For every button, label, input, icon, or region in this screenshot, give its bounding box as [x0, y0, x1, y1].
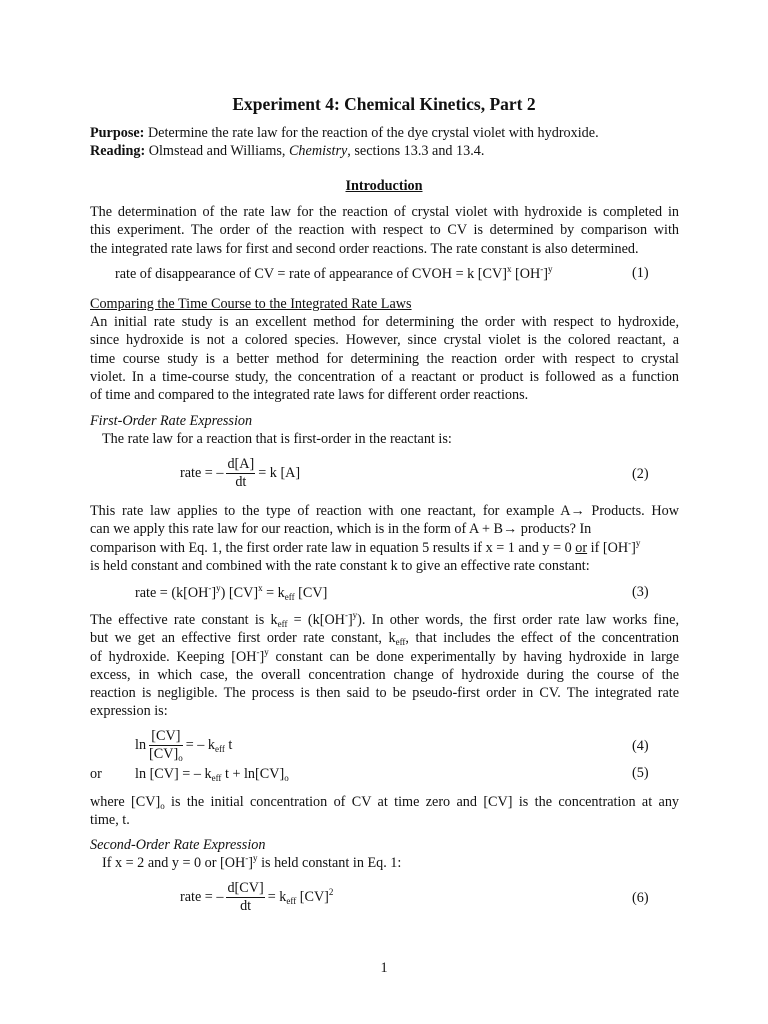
introduction-heading: Introduction: [345, 178, 423, 194]
purpose-text: Determine the rate law for the reaction of the dye crystal violet with hydroxide.: [144, 125, 599, 141]
text-line: violet. In a time-course study, the concentration of a reactant or product is followed as a function: [90, 368, 679, 385]
text-line: this experiment. The order of the reaction with respect to CV is determined by comparison with: [90, 222, 679, 239]
equation-2-number: (2): [632, 466, 649, 482]
equation-3-number: (3): [632, 584, 649, 600]
text-line: can we apply this rate law for our reaction, which is in the form of A + B→ products? In: [90, 521, 592, 538]
where-paragraph: [90, 793, 679, 830]
apply-paragraph: [90, 502, 679, 575]
text-fragment: if [OH: [587, 539, 629, 556]
reading-line: [90, 142, 484, 160]
comparing-paragraph: [90, 313, 679, 404]
introduction-paragraph: [90, 203, 679, 258]
reading-book: Chemistry: [288, 143, 348, 159]
equation-5: ln [CV] = – $k_{eff}$ $t + \ln[CV]_o$: [135, 766, 289, 783]
text-line: excess, in which case, the overall concentration change of hydroxide during the course of the: [90, 666, 679, 683]
reading-text: Olmstead and Williams,: [145, 143, 289, 159]
text-line: This rate law applies to the type of reaction with one reactant, for example A→ Products. How: [90, 503, 679, 519]
text-fragment: of hydroxide. Keeping [OH: [90, 648, 257, 665]
page-title: Experiment 4: Chemical Kinetics, Part 2: [232, 94, 536, 114]
text-line: the integrated rate laws for first and second order reactions. The rate constant is also determined.: [90, 240, 639, 257]
text-line: comparison with Eq. 1, the first order rate law in equation 5 results if x = 1 and y = 0 or if $[OH^-]^y$: [90, 537, 641, 556]
text-line: since hydroxide is not a colored species. However, since crystal violet is the colored reactant, a: [90, 332, 679, 349]
text-line: The effective rate constant is $k_{eff} = (k[OH^-]^y)$. In other words, the first order rate law works fine,: [90, 610, 679, 629]
text-line: of hydroxide. Keeping $[OH^-]^y$ constant can be done experimentally by having hydroxide in large: [90, 646, 679, 665]
text-line: of time and compared to the integrated rate laws for different order reactions.: [90, 387, 529, 404]
second-order-intro: If x = 2 and y = 0 or $[OH^-]^y$ is held constant in Eq. 1:: [102, 853, 402, 871]
text-line: expression is:: [90, 703, 168, 720]
text-fragment: is held constant in Eq. 1:: [257, 855, 402, 871]
text-line: is held constant and combined with the rate constant k to give an effective rate constant:: [90, 557, 590, 574]
purpose-line: [90, 124, 599, 142]
text-fragment: comparison with Eq. 1, the first order rate law in equation 5 results if x = 1 and y = 0: [90, 539, 576, 556]
comparing-heading: Comparing the Time Course to the Integrated Rate Laws: [90, 296, 412, 312]
equation-1-number: (1): [632, 265, 649, 281]
text-line: time, t.: [90, 812, 130, 829]
first-order-intro: The rate law for a reaction that is first-order in the reactant is:: [102, 431, 452, 447]
equation-1: rate of disappearance of CV = rate of appearance of CVOH = k [CV]$^x$ $[OH^-]^y$: [115, 264, 553, 282]
equation-5-or: or: [90, 766, 102, 782]
equation-2: rate = – $\frac{d[A]}{dt}$ = k [A]: [180, 456, 301, 490]
reading-sections: , sections 13.3 and 13.4.: [347, 143, 485, 159]
second-order-heading: Second-Order Rate Expression: [90, 837, 266, 853]
purpose-label: Purpose:: [90, 125, 145, 141]
text-fragment: If x = 2 and y = 0 or [OH: [102, 855, 246, 871]
effective-paragraph: [90, 611, 679, 721]
text-line: but we get an effective first order rate constant, $k_{eff}$, that includes the effect of the concentration: [90, 630, 679, 648]
text-line: time course study is a better method for determining the reaction order with respect to crystal: [90, 350, 679, 367]
equation-4: ln $\frac{[CV]}{[CV]_o}$ = – $k_{eff}$ t: [135, 728, 233, 763]
first-order-heading: First-Order Rate Expression: [90, 413, 253, 429]
text-line: where $[CV]_o$ is the initial concentration of CV at time zero and [CV] is the concentration at any: [90, 794, 680, 811]
or-underlined: or: [575, 539, 588, 556]
equation-5-number: (5): [632, 765, 649, 781]
text-line: reaction is negligible. The process is then said to be pseudo-first order in CV. The integrated rate: [90, 685, 679, 702]
page-number: 1: [380, 960, 388, 976]
text-fragment: but we get an effective first order rate constant, k: [90, 630, 396, 647]
equation-3: rate = $(k[OH^-]^y) [CV]^x = k_{eff}$ [CV]: [135, 583, 328, 602]
reading-label: Reading:: [90, 143, 146, 159]
text-line: An initial rate study is an excellent method for determining the order with respect to hydroxide,: [90, 314, 679, 330]
equation-6-number: (6): [632, 890, 649, 906]
equation-6: rate = – $\frac{d[CV]}{dt}$ = $k_{eff}$ [CV]$^2$: [180, 880, 334, 914]
text-fragment: where [CV]: [90, 794, 161, 810]
equation-4-number: (4): [632, 738, 649, 754]
text-fragment: is the initial concentration of CV at time zero and [CV] is the concentration at any: [164, 794, 680, 810]
text-line: The determination of the rate law for the reaction of crystal violet with hydroxide is completed in: [90, 204, 679, 220]
